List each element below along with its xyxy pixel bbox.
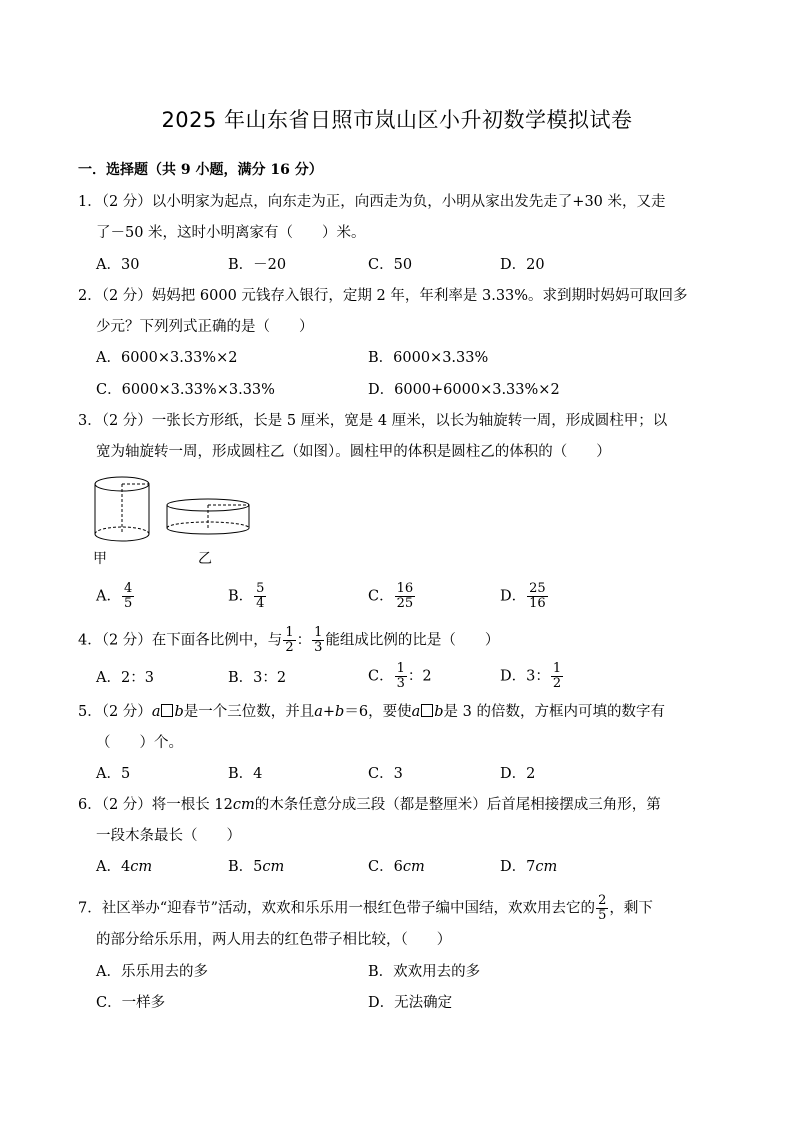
- question-6-line-2: 一段木条最长（ ）: [96, 828, 241, 844]
- var-a: a: [411, 704, 421, 720]
- numerator: 16: [396, 581, 414, 596]
- q5-expr: a+b: [314, 704, 345, 720]
- q6-option-a[interactable]: [96, 857, 152, 877]
- q1-option-d[interactable]: D．20: [500, 257, 545, 273]
- q5-option-a[interactable]: A．5: [96, 766, 131, 782]
- fraction: [122, 582, 134, 611]
- q6-option-c[interactable]: [368, 857, 425, 877]
- q4-option-c[interactable]: [368, 662, 432, 691]
- q4-option-a[interactable]: A．2：3: [96, 670, 154, 686]
- option-unit: cm: [535, 859, 558, 875]
- q7-option-c[interactable]: C．一样多: [96, 995, 166, 1011]
- blank-box-icon: [161, 704, 173, 717]
- numerator: 1: [285, 625, 294, 640]
- q6-part: 6．（2 分）将一根长 12: [78, 797, 233, 813]
- q6-option-b[interactable]: [228, 857, 284, 877]
- q3-option-a[interactable]: [96, 582, 135, 611]
- q5-option-d[interactable]: D．2: [500, 766, 536, 782]
- option-number: 7: [526, 859, 536, 875]
- q6-option-d[interactable]: [500, 857, 557, 877]
- q3-option-d[interactable]: [500, 582, 549, 611]
- question-4-line-1: [78, 626, 499, 655]
- var-b: b: [434, 704, 444, 720]
- q4-suffix: 能组成比例的比是（ ）: [325, 632, 500, 649]
- q5-option-b[interactable]: B．4: [228, 766, 263, 782]
- denominator: 3: [314, 640, 323, 655]
- section-heading: 一．选择题（共 9 小题，满分 16 分）: [78, 162, 323, 178]
- question-7-line-2: 的部分给乐乐用，两人用去的红色带子相比较，（ ）: [96, 932, 452, 948]
- question-5-line-1: [78, 702, 665, 722]
- q6-unit: cm: [232, 797, 255, 813]
- option-letter: C．: [368, 668, 394, 685]
- fraction: [254, 582, 266, 611]
- denominator: 5: [123, 596, 133, 611]
- numerator: 25: [529, 581, 546, 596]
- question-1-line-2: 了－50 米，这时小明离家有（ ）米。: [96, 225, 366, 241]
- q5-part: 是一个三位数，并且: [183, 704, 315, 720]
- figure-label-jia: 甲: [93, 551, 107, 567]
- q2-option-d[interactable]: D．6000+6000×3.33%×2: [368, 382, 560, 398]
- question-5-line-2: （ ）个。: [96, 735, 183, 751]
- q1-option-a[interactable]: A．30: [96, 257, 140, 273]
- denominator: 5: [598, 908, 607, 923]
- q5-part: 5．（2 分）: [78, 704, 152, 720]
- question-6-line-1: [78, 795, 661, 815]
- q1-option-b[interactable]: B．－20: [228, 257, 287, 273]
- option-number: 5: [253, 859, 263, 875]
- cylinder-jia: [95, 477, 149, 541]
- fraction: [527, 582, 548, 611]
- q7-option-d[interactable]: D．无法确定: [368, 995, 453, 1011]
- option-letter: C．: [368, 859, 394, 875]
- q3-option-b[interactable]: [228, 582, 267, 611]
- question-3-line-2: 宽为轴旋转一周，形成圆柱乙（如图）。圆柱甲的体积是圆柱乙的体积的（ ）: [96, 444, 611, 460]
- option-letter: B．: [228, 859, 254, 875]
- cylinder-yi: [167, 499, 249, 534]
- option-unit: cm: [402, 859, 425, 875]
- option-letter: A．: [96, 859, 121, 875]
- denominator: 25: [396, 596, 414, 611]
- q2-option-c[interactable]: C．6000×3.33%×3.33%: [96, 382, 275, 398]
- numerator: 1: [396, 661, 405, 676]
- q5-option-c[interactable]: C．3: [368, 766, 403, 782]
- var-a: a: [151, 704, 161, 720]
- q1-option-c[interactable]: C．50: [368, 257, 413, 273]
- q7-option-b[interactable]: B．欢欢用去的多: [368, 964, 481, 980]
- fraction: [312, 626, 324, 655]
- numerator: 1: [314, 625, 323, 640]
- denominator: 3: [396, 676, 405, 691]
- numerator: 5: [256, 581, 265, 596]
- q4-option-d[interactable]: [500, 662, 564, 691]
- numerator: 4: [123, 581, 133, 596]
- q2-option-b[interactable]: B．6000×3.33%: [368, 350, 489, 366]
- page-title: 2025 年山东省日照市岚山区小升初数学模拟试卷: [161, 108, 633, 132]
- q3-option-c[interactable]: [368, 582, 416, 611]
- option-text: D．3：: [500, 668, 550, 685]
- question-7-line-1: [78, 894, 653, 923]
- cylinder-diagram: [88, 472, 254, 568]
- option-rest: ：2: [407, 668, 432, 685]
- denominator: 16: [529, 596, 546, 611]
- q5-part: ＝6，要使: [344, 704, 412, 720]
- fraction: [395, 582, 416, 611]
- fraction: [551, 662, 563, 691]
- fraction: [596, 894, 608, 923]
- q4-prefix: 4．（2 分）在下面各比例中，与: [78, 632, 283, 649]
- fraction: [283, 626, 295, 655]
- figure-label-yi: 乙: [198, 551, 212, 567]
- q4-option-b[interactable]: B．3：2: [228, 670, 287, 686]
- ratio-colon: ：: [296, 632, 312, 649]
- option-letter: A．: [96, 588, 121, 605]
- denominator: 2: [552, 676, 562, 691]
- q7-part: 7．社区举办“迎春节”活动，欢欢和乐乐用一根红色带子编中国结，欢欢用去它的: [78, 900, 596, 917]
- fraction: [395, 662, 407, 691]
- option-letter: B．: [228, 588, 254, 605]
- var-b: b: [174, 704, 184, 720]
- option-letter: D．: [500, 859, 527, 875]
- question-2-line-1: 2．（2 分）妈妈把 6000 元钱存入银行，定期 2 年，年利率是 3.33%。求到期时妈妈可取回多: [78, 288, 688, 304]
- numerator: 1: [552, 661, 562, 676]
- question-2-line-2: 少元？下列列式正确的是（ ）: [96, 319, 314, 335]
- numerator: 2: [598, 893, 607, 908]
- denominator: 4: [256, 596, 265, 611]
- option-unit: cm: [262, 859, 285, 875]
- option-number: 4: [120, 859, 131, 875]
- q2-option-a[interactable]: A．6000×3.33%×2: [96, 350, 238, 366]
- q7-part: ，剩下: [609, 900, 653, 917]
- q5-part: 是 3 的倍数，方框内可填的数字有: [443, 704, 665, 720]
- question-3-line-1: 3．（2 分）一张长方形纸，长是 5 厘米，宽是 4 厘米，以长为轴旋转一周，形成圆柱甲；以: [78, 413, 668, 429]
- denominator: 2: [285, 640, 294, 655]
- option-letter: D．: [500, 588, 527, 605]
- q6-part: 的木条任意分成三段（都是整厘米）后首尾相接摆成三角形，第: [254, 797, 661, 813]
- option-letter: C．: [368, 588, 394, 605]
- q7-option-a[interactable]: A．乐乐用去的多: [96, 964, 208, 980]
- cylinder-figure: [88, 472, 254, 568]
- option-number: 6: [393, 859, 403, 875]
- option-unit: cm: [130, 859, 153, 875]
- question-1-line-1: 1．（2 分）以小明家为起点，向东走为正，向西走为负，小明从家出发先走了+30 米，又走: [78, 194, 666, 210]
- blank-box-icon: [421, 704, 433, 717]
